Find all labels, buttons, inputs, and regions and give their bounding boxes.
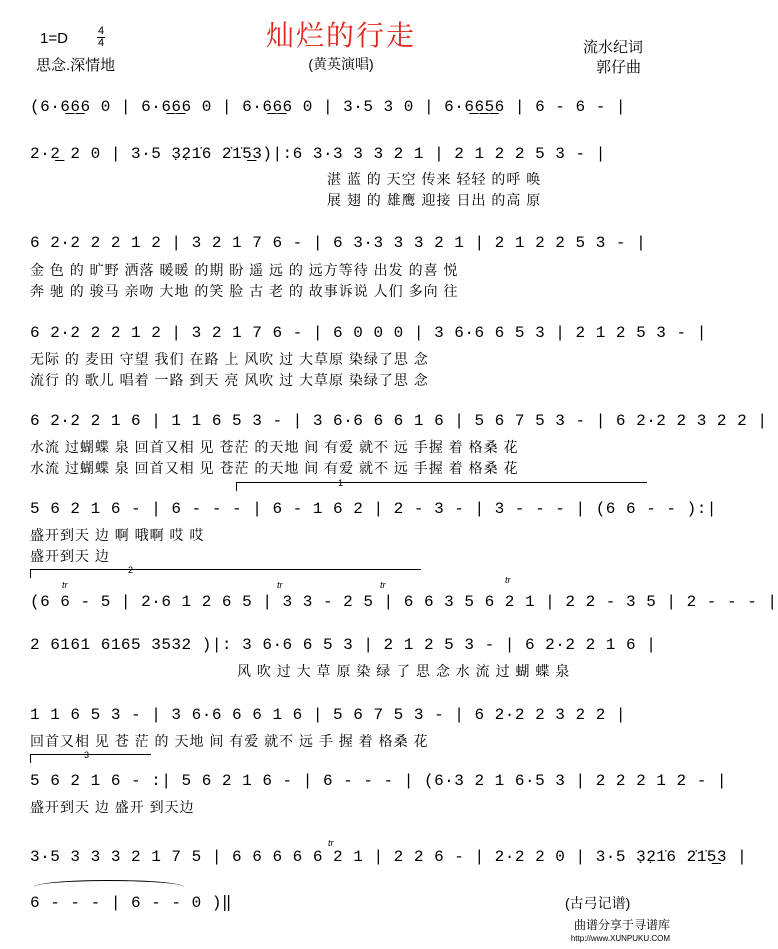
trill-mark: tr <box>380 580 386 590</box>
lyric-line-2-verse-2: 展 翅 的 雄鹰 迎接 日出 的高 原 <box>327 192 542 208</box>
composer: 郭仔曲 <box>596 59 642 76</box>
volta-label-1: 1 <box>338 478 344 488</box>
lyric-line-3-verse-1: 金 色 的 旷野 洒落 暖暖 的期 盼 遥 远 的 远方等待 出发 的喜 悦 <box>30 262 459 278</box>
score-line-12: 6 - - - | 6 - - 0 )‖ <box>30 894 233 912</box>
source-watermark <box>571 916 670 943</box>
source-url[interactable]: http://www.XUNPUKU.COM <box>570 934 670 943</box>
lyric-line-5-verse-1: 水流 过蝴蝶 泉 回首又相 见 苍茫 的天地 间 有爱 就不 远 手握 着 格桑 花 <box>30 439 519 455</box>
score-line-2: 2·2̲ 2 0 | 3·5 3̣2̣1̇6 2̇1̇5̲3)|:6 3·3 3 3 2 1 | 2 1 2 2 5 3 - | <box>30 145 606 163</box>
volta-label-2: 2 <box>128 565 134 575</box>
lyric-line-5-verse-2: 水流 过蝴蝶 泉 回首又相 见 苍茫 的天地 间 有爱 就不 远 手握 着 格桑 花 <box>30 460 519 476</box>
score-line-11: 3·5 3 3 3 2 1 7 5 | 6 6 6 6 6 2 1 | 2 2 6 - | 2·2 2 0 | 3·5 3̣2̣1̇6 2̇1̇5̲3 | <box>30 848 748 866</box>
source-credit: 曲谱分享于寻谱库 <box>573 918 670 932</box>
volta-bracket-1 <box>236 482 647 491</box>
lyric-line-8: 风 吹 过 大 草 原 染 绿 了 思 念 水 流 过 蝴 蝶 泉 <box>237 663 571 679</box>
volta-bracket-2 <box>30 569 421 578</box>
score-line-9: 1 1 6 5 3 - | 3 6·6 6 6 1 6 | 5 6 7 5 3 - | 6 2·2 2 3 2 2 | <box>30 706 626 724</box>
trill-mark: tr <box>277 580 283 590</box>
lyric-line-10: 盛开到天 边 盛开 到天边 <box>30 799 195 815</box>
lyric-line-3-verse-2: 奔 驰 的 骏马 亲吻 大地 的笑 脸 古 老 的 故事诉说 人们 多向 往 <box>30 283 459 299</box>
song-title: 灿烂的行走 <box>265 20 416 51</box>
lyric-line-2-verse-1: 湛 蓝 的 天空 传来 轻轻 的呼 唤 <box>327 171 542 187</box>
lyric-line-4-verse-1: 无际 的 麦田 守望 我们 在路 上 风吹 过 大草原 染绿了思 念 <box>30 351 429 367</box>
score-line-5: 6 2·2 2 1 6 | 1 1 6 5 3 - | 3 6·6 6 6 1 6 | 5 6 7 5 3 - | 6 2·2 2 3 2 2 | <box>30 412 768 430</box>
tie-slur <box>34 880 184 887</box>
score-line-10: 5 6 2 1 6 - :| 5 6 2 1 6 - | 6 - - - | (6·3 2 1 6·5 3 | 2 2 2 1 2 - | <box>30 772 728 790</box>
score-line-3: 6 2·2 2 2 1 2 | 3 2 1 7 6 - | 6 3·3 3 3 2 1 | 2 1 2 2 5 3 - | <box>30 234 647 252</box>
lyric-line-4-verse-2: 流行 的 歌儿 唱着 一路 到天 亮 风吹 过 大草原 染绿了思 念 <box>30 372 429 388</box>
volta-label-3: 3 <box>84 750 90 760</box>
score-line-4: 6 2·2 2 2 1 2 | 3 2 1 7 6 - | 6 0 0 0 | 3 6·6 6 5 3 | 2 1 2 5 3 - | <box>30 324 707 342</box>
score-line-8: 2 6161 6165 3532 )|: 3 6·6 6 5 3 | 2 1 2 5 3 - | 6 2·2 2 1 6 | <box>30 636 657 654</box>
lyricist: 流水纪词 <box>583 39 644 56</box>
score-line-6: 5 6 2 1 6 - | 6 - - - | 6 - 1 6 2 | 2 - 3 - | 3 - - - | (6 6 - - ):| <box>30 500 717 518</box>
trill-mark: tr <box>505 575 511 585</box>
volta-bracket-3 <box>30 754 151 763</box>
performer-subtitle: (黄英演唱) <box>308 56 374 72</box>
lyric-line-6-verse-1: 盛开到天 边 啊 哦啊 哎 哎 <box>30 527 205 543</box>
transcriber-note: (古弓记谱) <box>565 895 631 911</box>
trill-mark: tr <box>62 580 68 590</box>
lyric-line-9: 回首又相 见 苍 茫 的 天地 间 有爱 就不 远 手 握 着 格桑 花 <box>30 733 429 749</box>
key-signature: 1=D <box>40 30 68 47</box>
lyric-line-6-verse-2: 盛开到天 边 <box>30 548 110 564</box>
time-signature: 4 4 <box>97 25 105 49</box>
tempo-mood: 思念.深情地 <box>36 57 116 74</box>
trill-mark: tr <box>328 838 334 848</box>
score-line-7: (6 6 - 5 | 2·6 1 2 6 5 | 3 3 - 2 5 | 6 6 3 5 6 2 1 | 2 2 - 3 5 | 2 - - - | <box>30 593 778 611</box>
score-line-1: (6·6̲6̲6 0 | 6·6̲6̲6 0 | 6·6̲6̲6 0 | 3·5 3 0 | 6·6̲6̲5̲6 | 6 - 6 - | <box>30 98 626 116</box>
